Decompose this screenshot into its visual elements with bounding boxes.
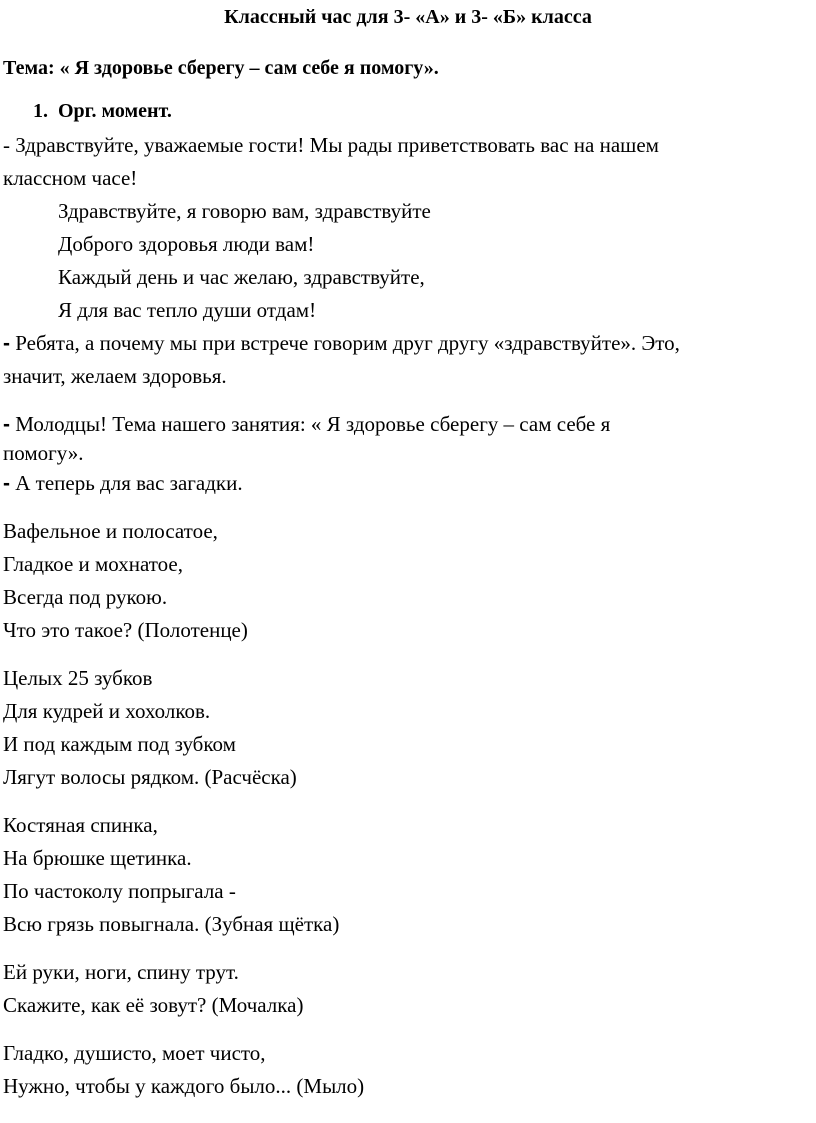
riddle-line: Ей руки, ноги, спину трут. [3,960,239,984]
riddle-line: Гладкое и мохнатое, [3,552,184,576]
question-dash: - [3,332,10,355]
riddles-intro-dash: - [3,472,10,495]
lesson-topic: Тема: « Я здоровье сберегу – сам себе я помогу». [3,57,439,79]
document-title: Классный час для 3- «А» и 3- «Б» класса [224,6,592,28]
question-text-1: Ребята, а почему мы при встрече говорим друг другу «здравствуйте». Это, [10,331,680,355]
praise-text-1: Молодцы! Тема нашего занятия: « Я здоровье сберегу – сам себе я [10,412,611,436]
greeting-text-1: Здравствуйте, уважаемые гости! Мы рады приветствовать вас на нашем [10,133,659,157]
riddle-line: Всю грязь повыгнала. (Зубная щётка) [3,912,340,936]
greeting-dash: - [3,133,10,157]
riddle-line: Целых 25 зубков [3,666,153,690]
riddles-intro [3,473,243,494]
praise-dash: - [3,413,10,436]
section-number: 1. [33,100,48,122]
praise-line-1 [3,414,610,435]
riddle-line: Нужно, чтобы у каждого было... (Мыло) [3,1074,365,1098]
section-heading [33,101,172,121]
riddle-line: Вафельное и полосатое, [3,519,218,543]
riddle-line: Костяная спинка, [3,813,158,837]
praise-line-2: помогу». [3,441,84,465]
riddles-intro-text: А теперь для вас загадки. [10,471,243,495]
question-line-1 [3,333,680,354]
riddle-line: Что это такое? (Полотенце) [3,618,248,642]
poem-line: Я для вас тепло души отдам! [58,298,317,322]
question-line-2: значит, желаем здоровья. [3,364,227,388]
riddle-line: По частоколу попрыгала - [3,879,236,903]
riddle-line: Для кудрей и хохолков. [3,699,211,723]
riddle-line: Скажите, как её зовут? (Мочалка) [3,993,304,1017]
riddle-line: Лягут волосы рядком. (Расчёска) [3,765,297,789]
riddle-line: Всегда под рукою. [3,585,168,609]
poem-line: Каждый день и час желаю, здравствуйте, [58,265,425,289]
riddle-line: На брюшке щетинка. [3,846,192,870]
greeting-line-1 [3,135,659,156]
greeting-line-2: классном часе! [3,166,138,190]
section-title: Орг. момент. [58,100,172,122]
riddle-line: Гладко, душисто, моет чисто, [3,1041,266,1065]
riddle-line: И под каждым под зубком [3,732,236,756]
poem-line: Здравствуйте, я говорю вам, здравствуйте [58,199,431,223]
poem-line: Доброго здоровья люди вам! [58,232,315,256]
